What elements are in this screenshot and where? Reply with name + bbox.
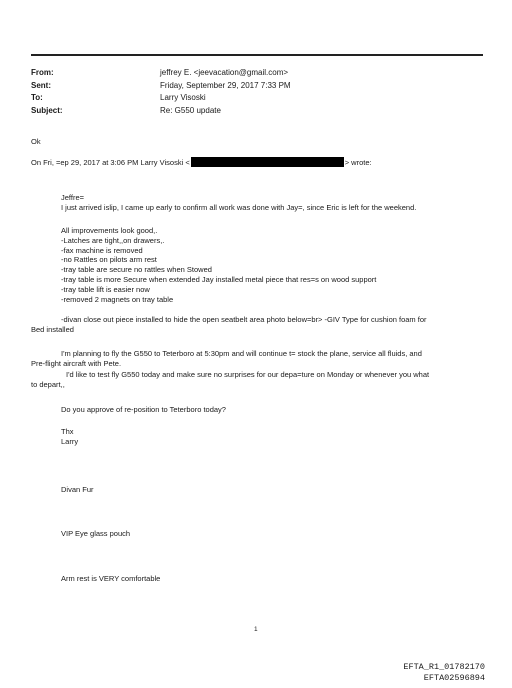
quote-intro-suffix: > wrote:: [344, 158, 372, 167]
test-line: I'd like to test fly G550 today and make sure no surprises for our depa=ture on Monday or whenever you what: [66, 370, 430, 379]
reply-text: Ok: [31, 137, 41, 146]
sent-row: [31, 80, 291, 93]
bates-id-1: EFTA_R1_01782170: [403, 662, 485, 672]
subject-value: Re: G550 update: [160, 105, 221, 115]
list-item: -tray table lift is easier now: [61, 284, 150, 294]
subject-label: Subject:: [31, 105, 63, 115]
divan-line-cont: Bed installed: [31, 325, 74, 334]
list-item: -tray table are secure no rattles when Stowed: [61, 265, 212, 275]
from-row: [31, 67, 291, 80]
from-label: From:: [31, 68, 54, 77]
sent-label: Sent:: [31, 80, 51, 90]
sent-value: Friday, September 29, 2017 7:33 PM: [160, 80, 291, 90]
list-item: -tray table is more Secure when extended Jay installed metal piece that res=s on wood support: [61, 274, 377, 284]
to-label: To:: [31, 93, 43, 102]
page-number: 1: [254, 626, 258, 633]
question-line: Do you approve of re-position to Teterboro today?: [61, 405, 226, 414]
signature: Larry: [61, 437, 79, 446]
improvements-list: [61, 226, 376, 304]
test-line-cont: to depart,,: [31, 380, 65, 389]
quote-intro: [31, 157, 372, 168]
photo-caption-divan: Divan Fur: [61, 485, 94, 494]
from-value: jeffrey E. <jeevacation@gmail.com>: [160, 68, 289, 77]
list-item: -Latches are tight,,on drawers,.: [61, 235, 165, 245]
bates-stamp: [403, 662, 485, 683]
intro-line: I just arrived islip, I came up early to confirm all work was done with Jay=, since Eric is left for the weekend.: [61, 203, 417, 212]
list-item: -no Rattles on pilots arm rest: [61, 255, 157, 265]
greeting: Jeffre=: [61, 193, 85, 202]
redaction-box: [191, 157, 344, 167]
quote-intro-prefix: On Fri, =ep 29, 2017 at 3:06 PM Larry Visoski <: [31, 158, 190, 167]
list-item: -fax machine is removed: [61, 245, 143, 255]
bates-id-2: EFTA02596894: [423, 672, 485, 683]
to-row: [31, 92, 291, 105]
divan-line: -divan close out piece installed to hide the open seatbelt area photo below=br> -GIV Type for cushion foam for: [61, 315, 427, 324]
list-item: -removed 2 magnets on tray table: [61, 294, 174, 304]
email-header: [31, 67, 291, 117]
header-rule: [31, 54, 483, 56]
photo-caption-pouch: VIP Eye glass pouch: [61, 529, 131, 538]
subject-row: [31, 105, 291, 118]
plan-line-cont: Pre-flight aircraft with Pete.: [31, 359, 122, 368]
plan-line: I'm planning to fly the G550 to Teterboro at 5:30pm and will continue t= stock the plane, service all fluids, and: [61, 349, 422, 358]
photo-caption-armrest: Arm rest is VERY comfortable: [61, 574, 161, 583]
list-item: All improvements look good,.: [61, 226, 158, 235]
thanks: Thx: [61, 427, 74, 436]
to-value: Larry Visoski: [160, 93, 206, 102]
